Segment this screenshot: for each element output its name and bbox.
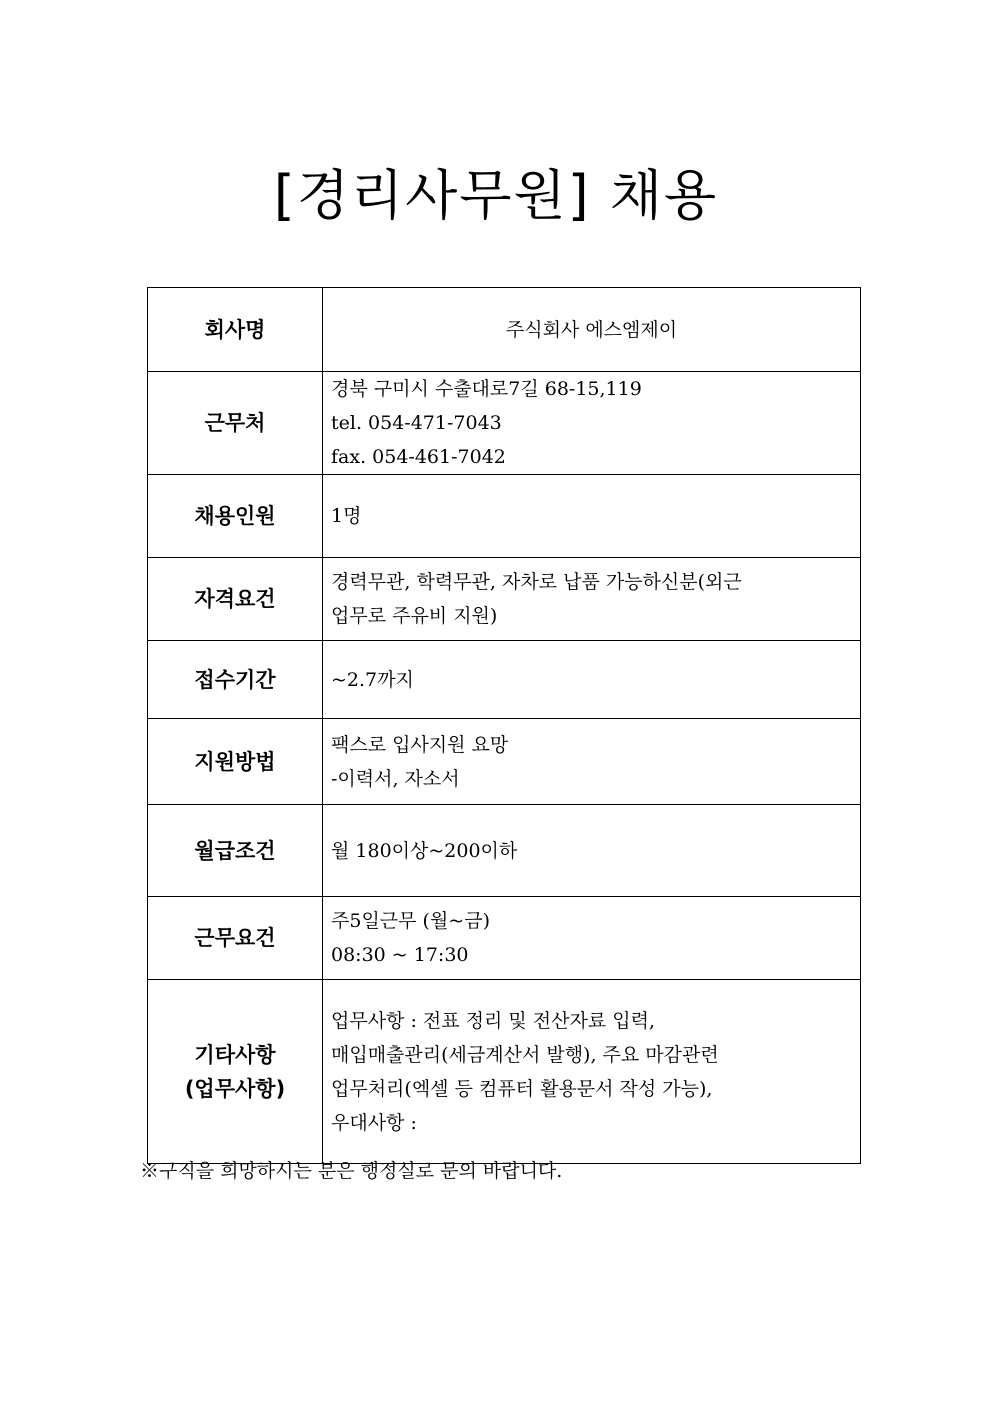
table-row-other-details bbox=[148, 980, 861, 1164]
job-info-table bbox=[147, 287, 861, 1164]
table-row-company bbox=[148, 288, 861, 372]
row-value-salary bbox=[323, 805, 861, 897]
table-row-qualifications bbox=[148, 558, 861, 641]
row-label-workplace: 근무처 bbox=[148, 372, 323, 475]
workplace-fax: fax. 054-461-7042 bbox=[331, 446, 506, 468]
footnote: ※구직을 희망하시는 분은 행정실로 문의 바랍니다. bbox=[140, 1160, 563, 1182]
row-value-other-details bbox=[323, 980, 861, 1164]
other-details-line-2: 매입매출관리(세금계산서 발행), 주요 마감관련 bbox=[331, 1043, 719, 1066]
salary-text: 월 180이상~200이하 bbox=[331, 839, 518, 862]
table-row-workplace bbox=[148, 372, 861, 475]
row-label-application-period: 접수기간 bbox=[148, 641, 323, 719]
table-row-headcount bbox=[148, 475, 861, 558]
row-value-application-period bbox=[323, 641, 861, 719]
qualifications-line-1: 경력무관, 학력무관, 자차로 납품 가능하신분(외근 bbox=[331, 571, 742, 593]
other-details-line-1: 업무사항 : 전표 정리 및 전산자료 입력, bbox=[331, 1009, 655, 1032]
other-details-label-line-2: (업무사항) bbox=[184, 1076, 286, 1101]
company-name: 주식회사 에스엠제이 bbox=[505, 318, 678, 341]
row-label-qualifications: 자격요건 bbox=[148, 558, 323, 641]
table-row-salary bbox=[148, 805, 861, 897]
table-row-application-period bbox=[148, 641, 861, 719]
other-details-label-line-1: 기타사항 bbox=[194, 1042, 276, 1067]
application-period-text: ~2.7까지 bbox=[331, 668, 414, 691]
row-label-other-details bbox=[148, 980, 323, 1164]
table-row-application-method bbox=[148, 719, 861, 805]
row-label-application-method: 지원방법 bbox=[148, 719, 323, 805]
application-method-line-1: 팩스로 입사지원 요망 bbox=[331, 733, 509, 756]
row-value-company bbox=[323, 288, 861, 372]
qualifications-line-2: 업무로 주유비 지원) bbox=[331, 605, 498, 627]
work-conditions-line-2: 08:30 ~ 17:30 bbox=[331, 944, 469, 966]
workplace-tel: tel. 054-471-7043 bbox=[331, 412, 502, 434]
other-details-line-4: 우대사항 : bbox=[331, 1111, 417, 1134]
other-details-line-3: 업무처리(엑셀 등 컴퓨터 활용문서 작성 가능), bbox=[331, 1077, 713, 1100]
row-label-company: 회사명 bbox=[148, 288, 323, 372]
table-row-work-conditions bbox=[148, 897, 861, 980]
row-value-workplace bbox=[323, 372, 861, 475]
work-conditions-line-1: 주5일근무 (월~금) bbox=[331, 910, 490, 932]
row-value-application-method bbox=[323, 719, 861, 805]
row-label-salary: 월급조건 bbox=[148, 805, 323, 897]
headcount-text: 1명 bbox=[331, 505, 362, 527]
row-label-headcount: 채용인원 bbox=[148, 475, 323, 558]
application-method-line-2: -이력서, 자소서 bbox=[331, 767, 460, 790]
page-title: [경리사무원] 채용 bbox=[273, 164, 719, 227]
row-label-work-conditions: 근무요건 bbox=[148, 897, 323, 980]
row-value-qualifications bbox=[323, 558, 861, 641]
row-value-headcount bbox=[323, 475, 861, 558]
row-value-work-conditions bbox=[323, 897, 861, 980]
workplace-address: 경북 구미시 수출대로7길 68-15,119 bbox=[331, 378, 642, 400]
